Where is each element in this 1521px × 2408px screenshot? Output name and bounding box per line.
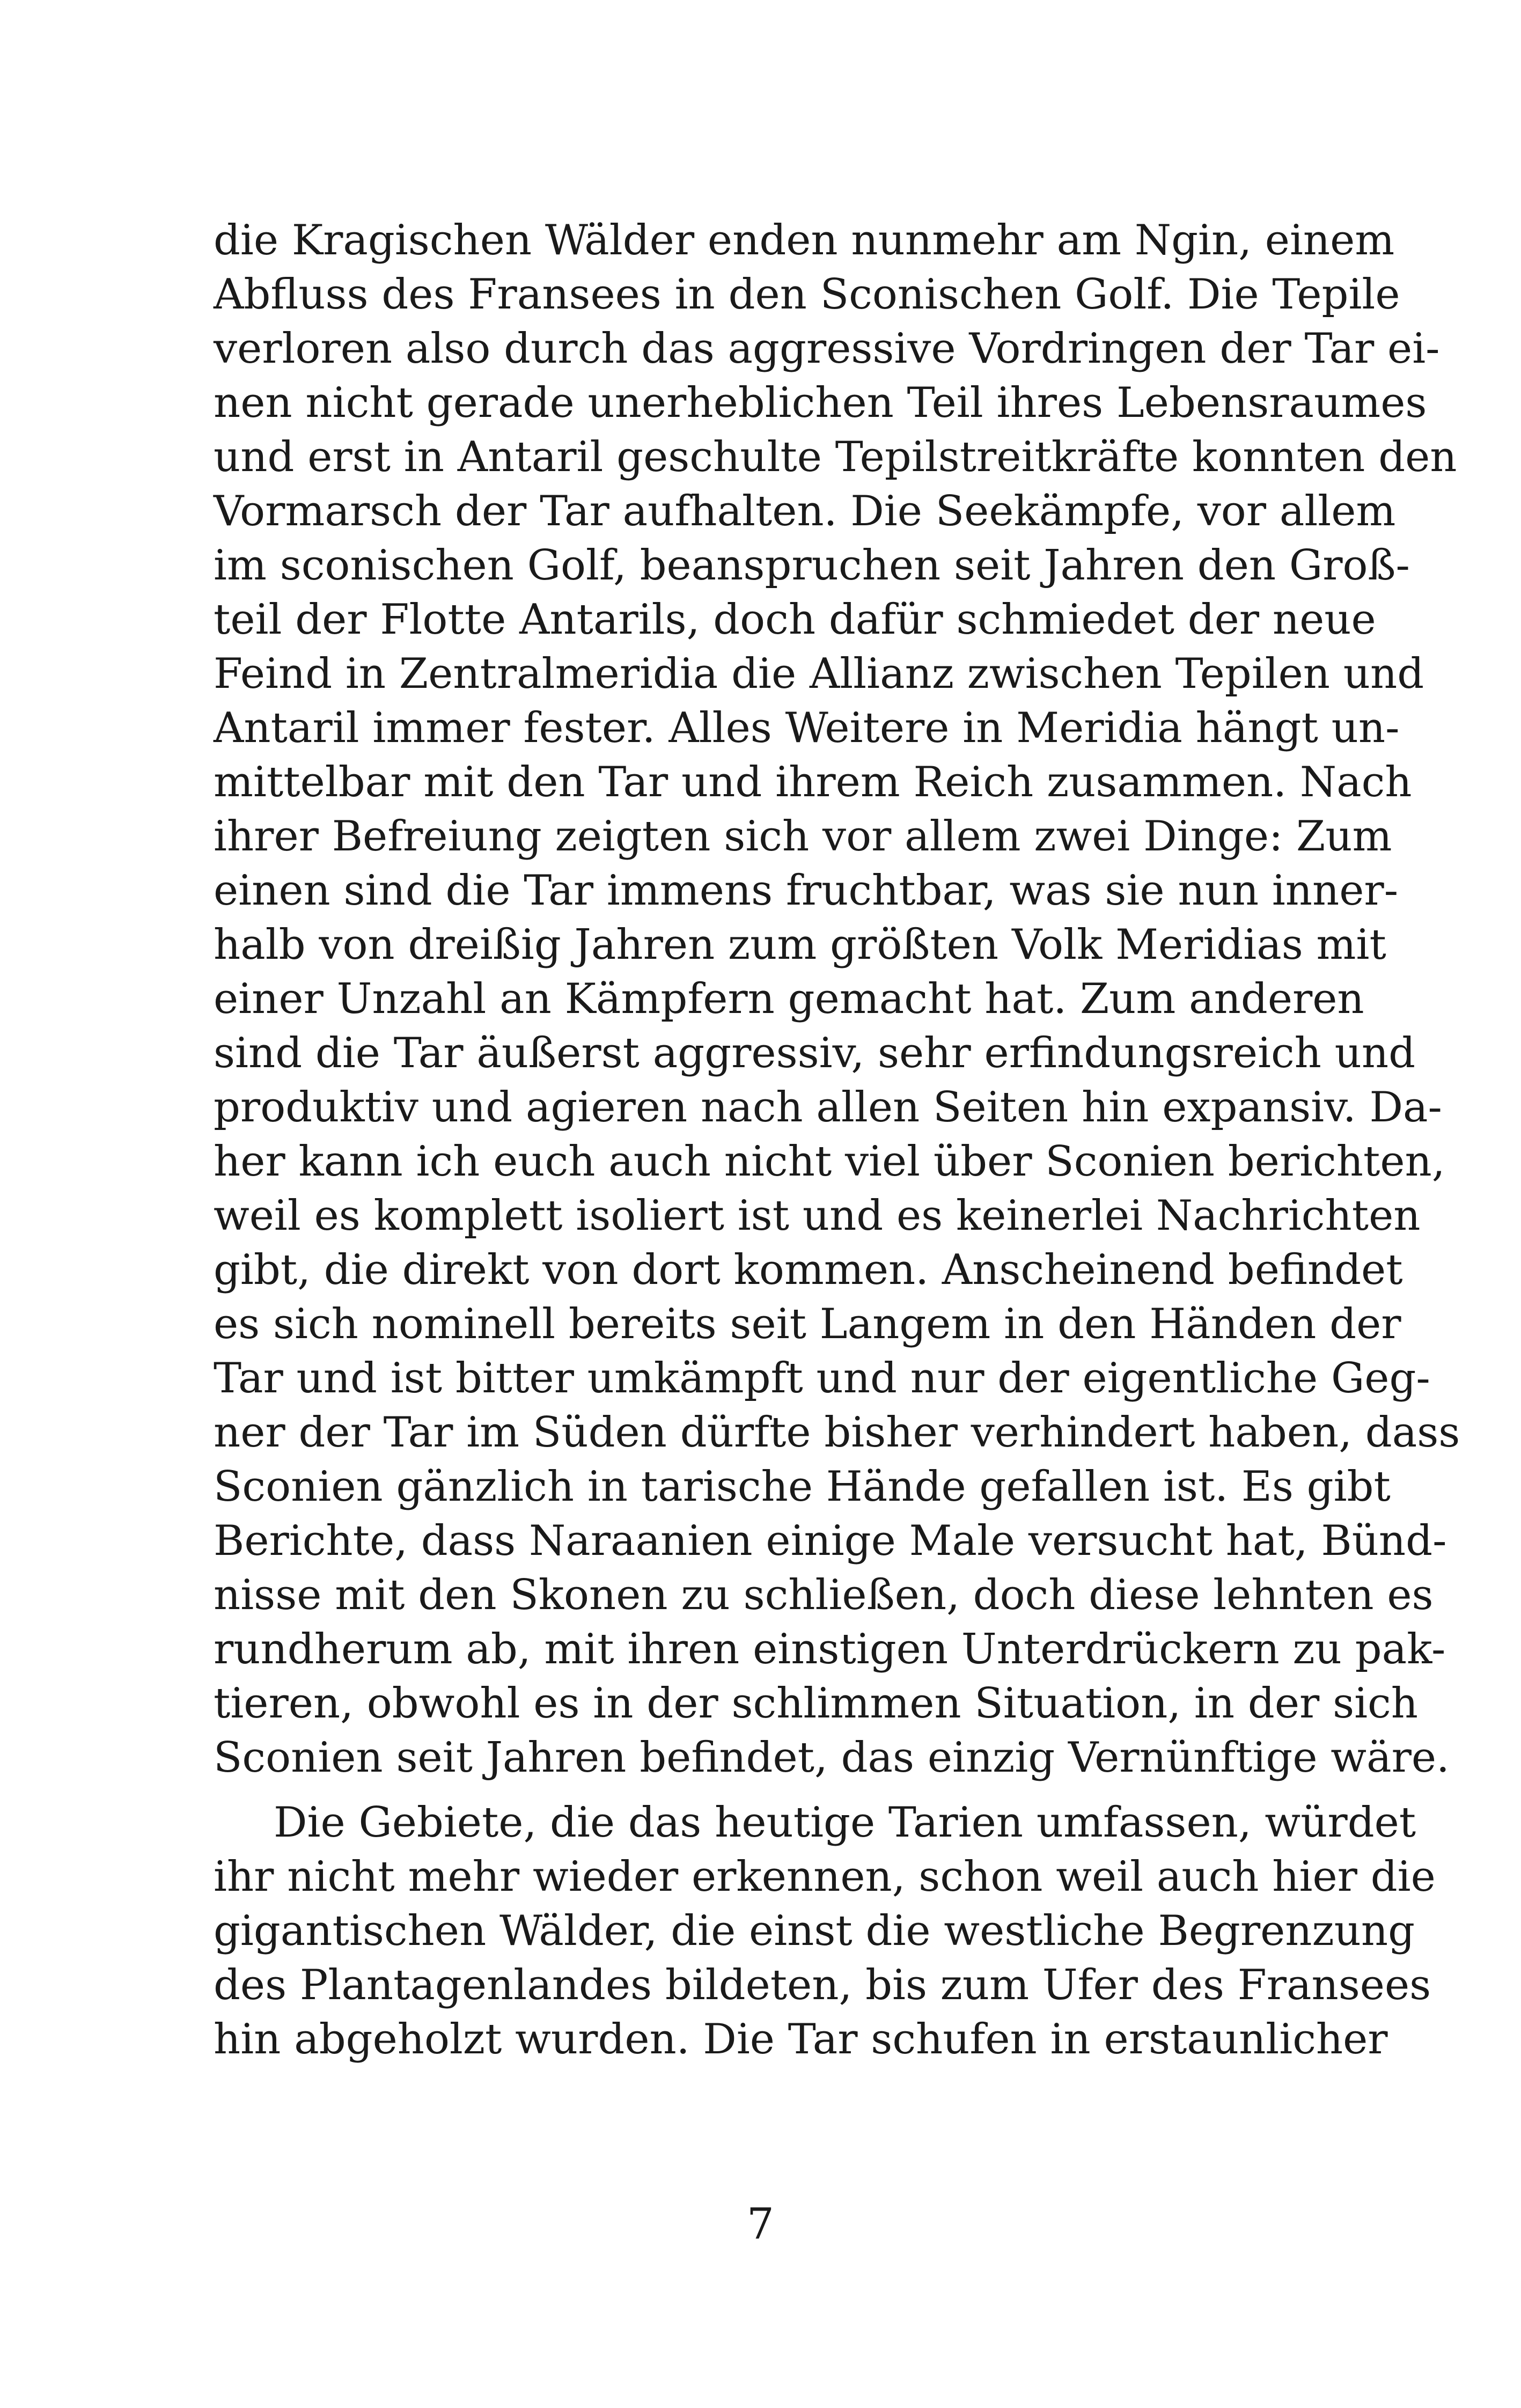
body-text (214, 214, 1460, 2067)
text-line: es sich nominell bereits seit Langem in den Händen der (214, 1300, 1401, 1348)
text-line: ihr nicht mehr wieder erkennen, schon weil auch hier die (214, 1853, 1436, 1901)
text-line: Berichte, dass Naraanien einige Male versucht hat, Bünd- (214, 1517, 1447, 1565)
text-line: her kann ich euch auch nicht viel über Sconien berichten, (214, 1137, 1445, 1186)
text-line: einen sind die Tar immens fruchtbar, was sie nun inner- (214, 867, 1399, 915)
text-line: produktiv und agieren nach allen Seiten hin expansiv. Da- (214, 1083, 1442, 1132)
text-line: tieren, obwohl es in der schlimmen Situation, in der sich (214, 1679, 1418, 1728)
text-line: halb von dreißig Jahren zum größten Volk Meridias mit (214, 921, 1386, 969)
text-line: Antaril immer fester. Alles Weitere in Meridia hängt un- (214, 704, 1400, 752)
page-number: 7 (747, 2199, 774, 2249)
text-line: Abfluss des Fransees in den Sconischen Golf. Die Tepile (214, 270, 1400, 319)
text-line: Die Gebiete, die das heutige Tarien umfassen, würdet (274, 1798, 1416, 1847)
text-line: gibt, die direkt von dort kommen. Anscheinend befindet (214, 1246, 1403, 1294)
text-line: Sconien seit Jahren befindet, das einzig Vernünftige wäre. (214, 1734, 1450, 1782)
text-line: einer Unzahl an Kämpfern gemacht hat. Zum anderen (214, 975, 1364, 1023)
text-line: mittelbar mit den Tar und ihrem Reich zusammen. Nach (214, 758, 1412, 806)
text-line: nisse mit den Skonen zu schließen, doch diese lehnten es (214, 1571, 1434, 1619)
text-line: teil der Flotte Antarils, doch dafür schmiedet der neue (214, 596, 1376, 644)
text-line: hin abgeholzt wurden. Die Tar schufen in erstaunlicher (214, 2015, 1388, 2064)
text-line: und erst in Antaril geschulte Tepilstreitkräfte konnten den (214, 433, 1457, 481)
text-line: ihrer Befreiung zeigten sich vor allem zwei Dinge: Zum (214, 812, 1392, 861)
paragraph-2 (214, 1796, 1436, 2067)
text-line: Feind in Zentralmeridia die Allianz zwischen Tepilen und (214, 650, 1424, 698)
text-line: Sconien gänzlich in tarische Hände gefallen ist. Es gibt (214, 1463, 1391, 1511)
text-line: gigantischen Wälder, die einst die westliche Begrenzung (214, 1907, 1415, 1955)
text-line: rundherum ab, mit ihren einstigen Unterdrückern zu pak- (214, 1625, 1446, 1673)
text-line: im sconischen Golf, beanspruchen seit Jahren den Groß- (214, 541, 1410, 590)
text-line: sind die Tar äußerst aggressiv, sehr erfindungsreich und (214, 1029, 1416, 1077)
text-line: nen nicht gerade unerheblichen Teil ihres Lebensraumes (214, 379, 1427, 427)
text-line: ner der Tar im Süden dürfte bisher verhindert haben, dass (214, 1408, 1460, 1457)
paragraph-1 (214, 214, 1460, 1785)
text-line: weil es komplett isoliert ist und es keinerlei Nachrichten (214, 1192, 1421, 1240)
text-line: Vormarsch der Tar aufhalten. Die Seekämpfe, vor allem (214, 487, 1396, 535)
text-line: die Kragischen Wälder enden nunmehr am Ngin, einem (214, 216, 1395, 265)
text-line: Tar und ist bitter umkämpft und nur der eigentliche Geg- (214, 1354, 1430, 1403)
text-line: des Plantagenlandes bildeten, bis zum Ufer des Fransees (214, 1961, 1431, 2009)
text-line: verloren also durch das aggressive Vordringen der Tar ei- (214, 325, 1440, 373)
paragraph-gap (214, 1785, 1320, 1796)
